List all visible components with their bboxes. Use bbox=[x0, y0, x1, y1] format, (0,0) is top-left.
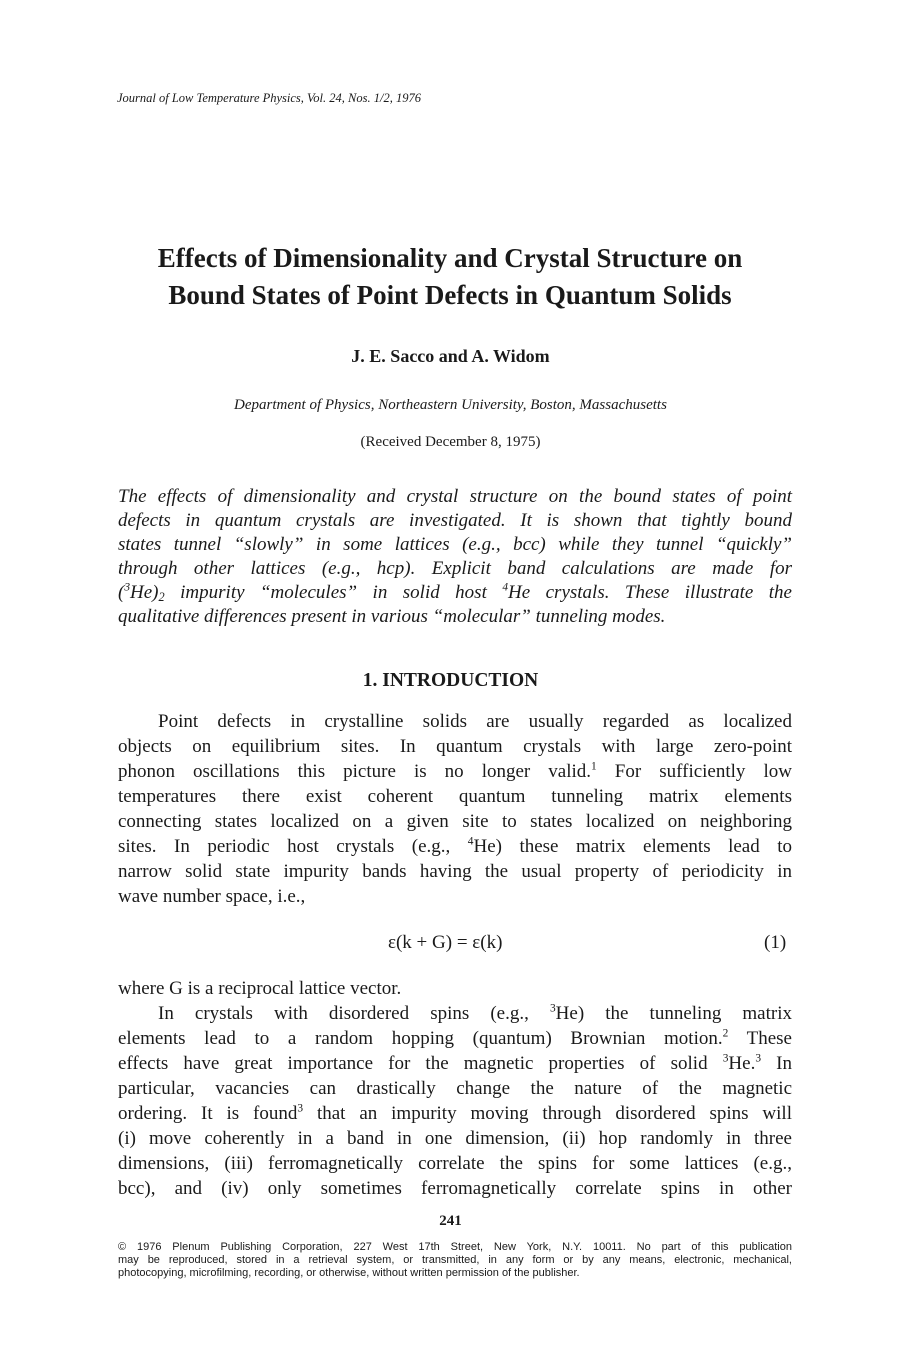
body-line: narrow solid state impurity bands having the usual property of periodicity in bbox=[118, 861, 792, 882]
equation-number: (1) bbox=[764, 932, 787, 953]
body-line: where G is a reciprocal lattice vector. bbox=[118, 978, 402, 999]
body-line: particular, vacancies can drastically change the nature of the magnetic bbox=[118, 1078, 792, 1099]
abstract-line: qualitative differences present in various “molecular” tunneling modes. bbox=[118, 606, 666, 627]
abstract-line: The effects of dimensionality and crystal structure on the bound states of point bbox=[118, 486, 792, 507]
paper-title-line-2: Bound States of Point Defects in Quantum Solids bbox=[168, 280, 732, 310]
section-heading: 1. INTRODUCTION bbox=[362, 670, 539, 691]
body-line: bcc), and (iv) only sometimes ferromagnetically correlate spins in other bbox=[118, 1178, 792, 1199]
authors: J. E. Sacco and A. Widom bbox=[351, 346, 550, 366]
abstract-line: through other lattices (e.g., hcp). Explicit band calculations are made for bbox=[118, 558, 792, 579]
body-line: wave number space, i.e., bbox=[118, 886, 306, 907]
body-line: (i) move coherently in a band in one dimension, (ii) hop randomly in three bbox=[118, 1128, 792, 1149]
received-date: (Received December 8, 1975) bbox=[360, 434, 541, 450]
abstract-line: states tunnel “slowly” in some lattices (e.g., bcc) while they tunnel “quickly” bbox=[118, 534, 792, 555]
body-line: phonon oscillations this picture is no longer valid.$^1$ For sufficiently low bbox=[118, 760, 792, 782]
copyright-line: photocopying, microfilming, recording, or otherwise, without written permission of the publisher. bbox=[118, 1267, 580, 1279]
paper-title-line-1: Effects of Dimensionality and Crystal Structure on bbox=[157, 243, 743, 273]
body-line: connecting states localized on a given site to states localized on neighboring bbox=[118, 811, 792, 832]
copyright-line: may be reproduced, stored in a retrieval system, or transmitted, in any form or by any means, electronic, mechanical, bbox=[118, 1254, 792, 1266]
copyright-line: © 1976 Plenum Publishing Corporation, 227 West 17th Street, New York, N.Y. 10011. No part of this publication bbox=[118, 1241, 792, 1253]
body-line: objects on equilibrium sites. In quantum crystals with large zero-point bbox=[118, 736, 792, 757]
body-line: effects have great importance for the magnetic properties of solid $^3$He.$^3$ In bbox=[118, 1052, 792, 1074]
abstract-line: defects in quantum crystals are investigated. It is shown that tightly bound bbox=[118, 510, 792, 531]
journal-citation: Journal of Low Temperature Physics, Vol. 24, Nos. 1/2, 1976 bbox=[117, 91, 421, 105]
body-line: Point defects in crystalline solids are usually regarded as localized bbox=[158, 711, 792, 732]
affiliation: Department of Physics, Northeastern University, Boston, Massachusetts bbox=[234, 397, 667, 413]
body-line: dimensions, (iii) ferromagnetically correlate the spins for some lattices (e.g., bbox=[118, 1153, 792, 1174]
body-line: sites. In periodic host crystals (e.g., $^4$He) these matrix elements lead to bbox=[118, 835, 792, 857]
page-number: 241 bbox=[439, 1213, 462, 1229]
body-line: temperatures there exist coherent quantum tunneling matrix elements bbox=[118, 786, 792, 807]
body-line: ordering. It is found$^3$ that an impurity moving through disordered spins will bbox=[118, 1102, 792, 1124]
body-line: In crystals with disordered spins (e.g., $^3$He) the tunneling matrix bbox=[158, 1002, 793, 1024]
abstract-line: $(^3He)_2$ impurity “molecules” in solid host $^4$He crystals. These illustrate the bbox=[118, 581, 792, 605]
equation: ε(k + G) = ε(k) bbox=[388, 932, 503, 953]
body-line: elements lead to a random hopping (quantum) Brownian motion.$^2$ These bbox=[118, 1027, 792, 1049]
